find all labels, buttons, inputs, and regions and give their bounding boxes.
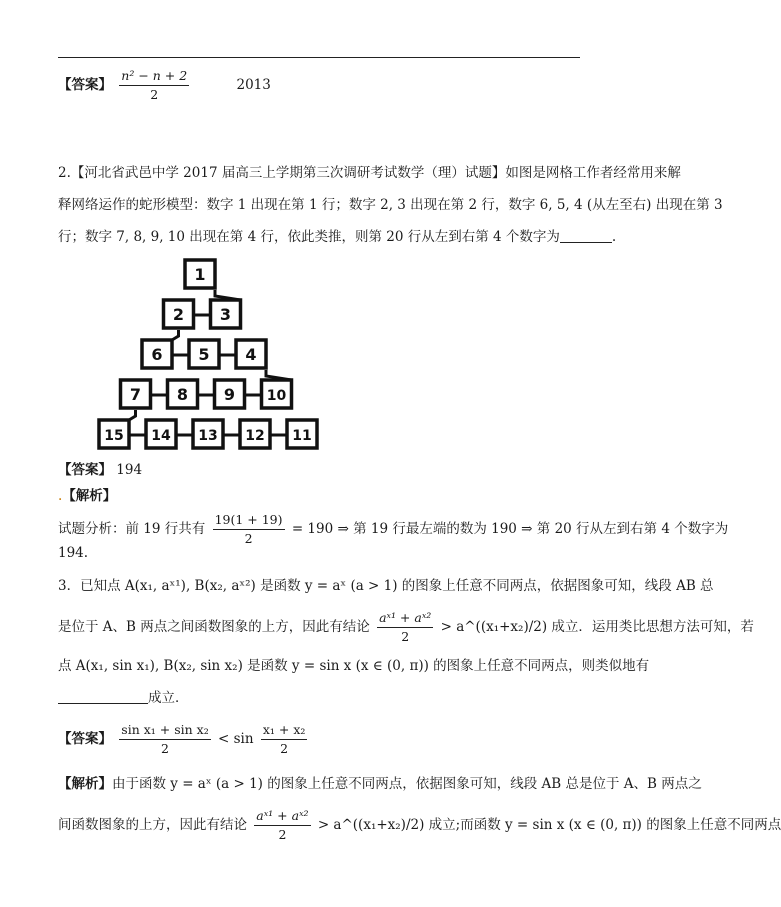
pyramid-number: 14 [151, 428, 171, 444]
answer-3: 【答案】 $\frac{\text{sin x₁ + sin x₂}}{2}$ < sin $\frac{\text{x₁ + x₂}}{2}$ [58, 722, 306, 756]
pyramid-number: 10 [266, 388, 287, 404]
pyramid-cell [240, 420, 270, 448]
pyramid-number: 15 [104, 428, 124, 444]
answer-3-fraction-right: $\frac{\text{x₁ + x₂}}{2}$ [262, 722, 306, 756]
pyramid-number: 7 [129, 385, 142, 404]
pyramid-cell [236, 340, 266, 368]
header-rule [58, 57, 580, 58]
pyramid-cell [99, 420, 129, 448]
q3-line-4: 成立． [58, 690, 189, 706]
q3-line-3: 点 A(x₁, sin x₁), B(x₂, sin x₂) 是函数 y = sin x (x ∈ (0, π)) 的图象上任意不同两点，则类似地有 [58, 658, 650, 674]
analysis-3-fraction: $\frac{\text{aˣ¹ + aˣ²}}{2}$ [256, 808, 309, 842]
answer-1-year: 2013 [236, 77, 271, 93]
pyramid-cell [211, 300, 241, 328]
answer-blank [58, 703, 148, 704]
pyramid-cell [287, 420, 317, 448]
pyramid-cell [193, 420, 223, 448]
pyramid-number: 5 [198, 345, 210, 364]
answer-2 [58, 462, 142, 478]
pyramid-cell [142, 340, 172, 368]
answer-3-fraction-left: $\frac{\text{sin x₁ + sin x₂}}{2}$ [121, 722, 209, 756]
q2-line-2: 释网络运作的蛇形模型：数字 1 出现在第 1 行；数字 2, 3 出现在第 2 行，数字 6, 5, 4 (从左至右) 出现在第 3 [58, 197, 723, 213]
pyramid-cell [121, 380, 151, 408]
pyramid-cell [189, 340, 219, 368]
q3-fraction: $\frac{\text{aˣ¹ + aˣ²}}{2}$ [379, 610, 432, 644]
pyramid-number: 11 [292, 428, 312, 444]
analysis-2-cont: 194. [58, 545, 89, 561]
pyramid-number: 3 [219, 305, 232, 324]
analysis-3-line-1: 【解析】由于函数 y = aˣ (a > 1) 的图象上任意不同两点，依据图象可知，线段 AB 总是位于 A、B 两点之 [58, 776, 702, 792]
pyramid-cell [164, 300, 194, 328]
pyramid-cell [262, 380, 292, 408]
q2-line-3: 行；数字 7, 8, 9, 10 出现在第 4 行，依此类推，则第 20 行从左到右第 4 个数字为 . [58, 229, 617, 245]
pyramid-number: 2 [172, 305, 185, 324]
q2-line-1: 2.【河北省武邑中学 2017 届高三上学期第三次调研考试数学（理）试题】如图是网格工作者经常用来解 [58, 165, 681, 181]
pyramid-number: 6 [151, 345, 163, 364]
q3-line-1: 3．已知点 A(x₁, aˣ¹), B(x₂, aˣ²) 是函数 y = aˣ (a > 1) 的图象上任意不同两点，依据图象可知，线段 AB 总 [58, 578, 714, 594]
pyramid-cell [146, 420, 176, 448]
analysis-2-tag: .【解析】 [58, 488, 117, 504]
snake-pyramid-figure [60, 252, 340, 452]
answer-1-fraction: $\frac{\text{n² − n + 2}}{2}$ [121, 68, 188, 102]
answer-tag: 【答案】 [58, 77, 112, 93]
pyramid-cell [215, 380, 245, 408]
pyramid-number: 8 [176, 385, 189, 404]
answer-blank [560, 242, 612, 243]
pyramid-number: 12 [245, 428, 265, 444]
pyramid-cell [185, 260, 215, 288]
answer-2-value: 194 [116, 462, 143, 478]
pyramid-number: 1 [194, 265, 206, 284]
q3-line-2: 是位于 A、B 两点之间函数图象的上方，因此有结论 $\frac{\text{aˣ¹ + aˣ²}}{2}$ > a^((x₁+x₂)/2) 成立．运用类比思想方法可知，若 [58, 610, 754, 644]
analysis-2-line: 试题分析：前 19 行共有 $\frac{19(1 + 19)}{2}$ = 190 ⇒ 第 19 行最左端的数为 190 ⇒ 第 20 行从左到右第 4 个数字为 [58, 512, 729, 546]
answer-tag: 【答案】 [58, 731, 112, 747]
answer-1 [58, 68, 271, 103]
analysis-3-line-2: 间函数图象的上方，因此有结论 $\frac{\text{aˣ¹ + aˣ²}}{2}$ > a^((x₁+x₂)/2) 成立;而函数 y = sin x (x ∈ (0, π)) 的图象上任意不同两点 [58, 808, 781, 842]
analysis-2-fraction: $\frac{19(1 + 19)}{2}$ [214, 512, 283, 546]
answer-tag: 【答案】 [58, 462, 112, 478]
pyramid-number: 13 [198, 428, 218, 444]
pyramid-number: 4 [245, 345, 257, 364]
pyramid-number: 9 [223, 385, 236, 404]
pyramid-cell [168, 380, 198, 408]
